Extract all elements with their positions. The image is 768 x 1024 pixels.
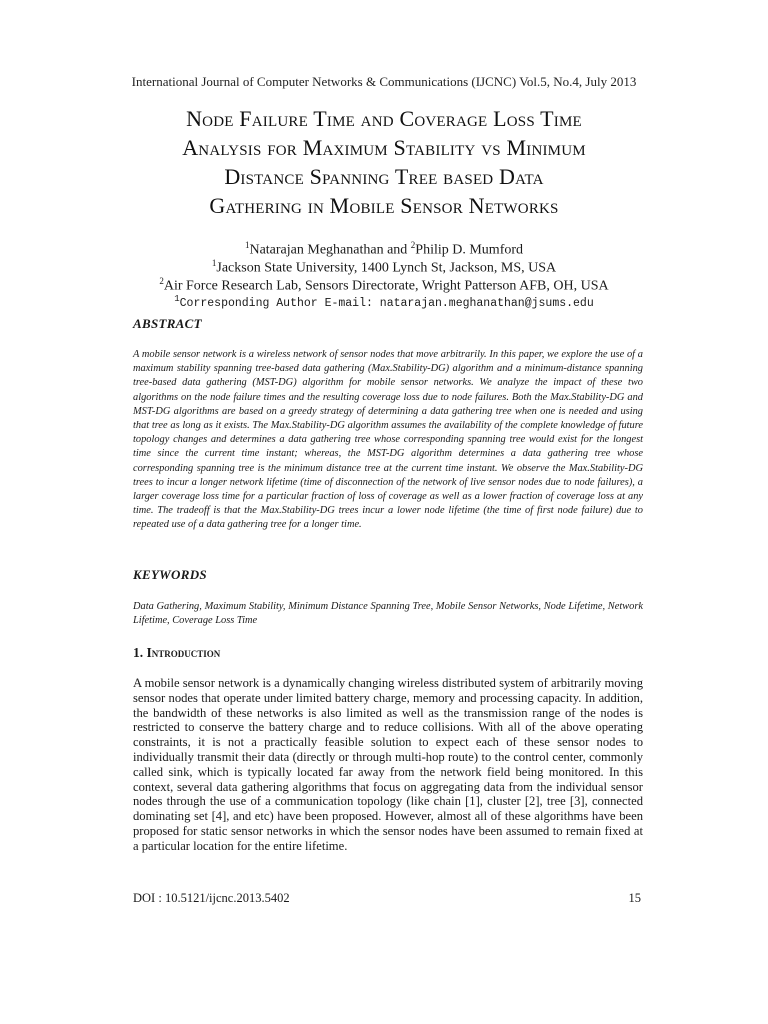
affiliation-2 [0, 272, 768, 294]
paper-title [90, 104, 678, 220]
keywords-body: Data Gathering, Maximum Stability, Minimum Distance Spanning Tree, Mobile Sensor Networks, Node Lifetime, Network Lifetime, Coverage Loss Time [133, 601, 643, 627]
author-block [0, 236, 768, 312]
page-number: 15 [628, 891, 641, 905]
title-line: Distance Spanning Tree based Data [224, 164, 544, 189]
introduction-body: A mobile sensor network is a dynamically changing wireless distributed system of arbitrarily moving sensor nodes that operate under limited battery charge, memory and processing capacity. In addition, the bandwidth of these networks is also limited as well as the transmission range of the nodes is restricted to conserve the battery charge and to reduce collisions. With all of the above operating constraints, it is not a practically feasible solution to expect each of these sensor nodes to individually transmit their data (directly or through multi-hop route) to the control center, commonly called sink, which is typically located far away from the network field being monitored. In this context, several data gathering algorithms that focus on aggregating data from the individual sensor nodes through the use of a communication topology (like chain [1], cluster [2], tree [3], connected dominating set [4], and etc) have been proposed. However, almost all of these algorithms have been proposed for static sensor networks in which the sensor nodes have been assumed to remain fixed at a particular location for the entire lifetime. [133, 676, 643, 853]
author-name: Philip D. Mumford [415, 242, 524, 258]
email-text: Corresponding Author E-mail: natarajan.meghanathan@jsums.edu [179, 296, 594, 310]
introduction-heading: 1. Introduction [133, 645, 221, 660]
author-names [0, 236, 768, 258]
affiliation-sup: 2 [159, 276, 164, 286]
journal-header: International Journal of Computer Networks & Communications (IJCNC) Vol.5, No.4, July 2013 [131, 74, 637, 89]
abstract-body: A mobile sensor network is a wireless network of sensor nodes that move arbitrarily. In this paper, we explore the use of a maximum stability spanning tree-based data gathering (Max.Stability-DG) algorithm and a minimum-distance spanning tree-based data gathering (MST-DG) algorithm for mobile sensor networks. We analyze the impact of these two algorithms on the node failure times and the resulting coverage loss due to node failures. Both the Max.Stability-DG and MST-DG algorithms are based on a greedy strategy of determining a data gathering tree when one is needed and using that tree as long as it exists. The Max.Stability-DG algorithm assumes the availability of the complete knowledge of future topology changes and determines a data gathering tree whose corresponding spanning tree would exist for the longest time since the current time instant; whereas, the MST-DG algorithm determines a data gathering tree whose corresponding spanning tree is the minimum distance tree at the current time instant. We observe the Max.Stability-DG trees to incur a longer network lifetime (time of disconnection of the network of live sensor nodes due to node failures), a larger coverage loss time for a particular fraction of loss of coverage as well as a lower fraction of coverage loss at any time. The tradeoff is that the Max.Stability-DG trees incur a lower node lifetime (the time of first node failure) due to repeated use of a data gathering tree for a longer time. [133, 349, 643, 531]
author-sup: 1 [244, 240, 250, 250]
email-sup: 1 [174, 294, 180, 304]
affiliation-text: Jackson State University, 1400 Lynch St, Jackson, MS, USA [216, 260, 557, 276]
affiliation-text: Air Force Research Lab, Sensors Directorate, Wright Patterson AFB, OH, USA [163, 278, 609, 294]
author-sup: 2 [410, 240, 416, 250]
corresponding-email [0, 291, 768, 312]
affiliation-sup: 1 [211, 258, 217, 268]
title-line: Node Failure Time and Coverage Loss Time [186, 106, 582, 131]
doi-footer: DOI : 10.5121/ijcnc.2013.5402 [133, 891, 290, 905]
keywords-heading: KEYWORDS [133, 567, 207, 582]
title-line: Gathering in Mobile Sensor Networks [209, 193, 559, 218]
abstract-heading: ABSTRACT [133, 316, 202, 331]
title-line: Analysis for Maximum Stability vs Minimum [182, 135, 586, 160]
affiliation-1 [0, 254, 768, 276]
author-name: Natarajan Meghanathan and [249, 242, 411, 258]
